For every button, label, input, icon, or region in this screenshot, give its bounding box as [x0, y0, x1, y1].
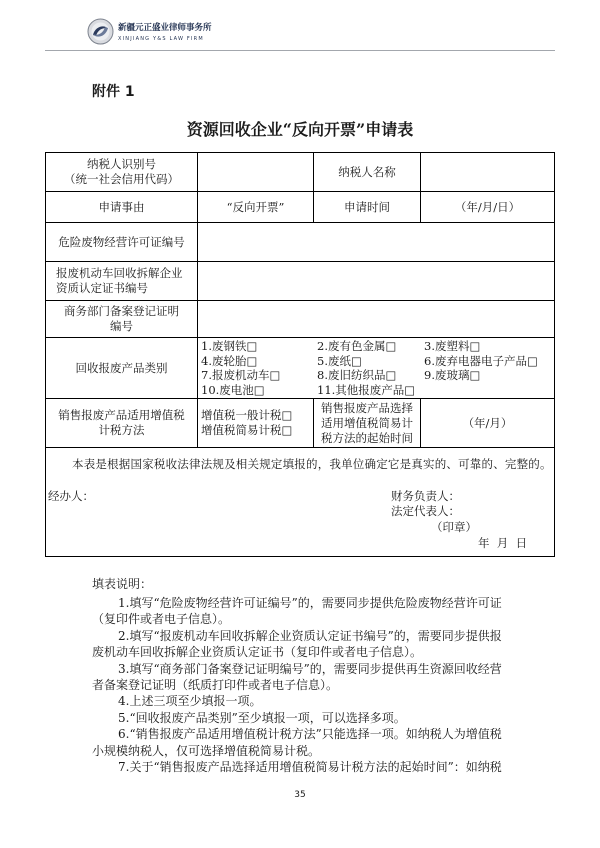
instruction-item-3	[92, 661, 502, 694]
apply-time-label: 申请时间	[314, 192, 421, 223]
categories-checklist	[198, 339, 554, 397]
instructions-heading: 填表说明：	[92, 577, 153, 591]
taxpayer-id-label-cell	[46, 153, 198, 192]
legal-representative-label: 法定代表人：	[391, 503, 460, 518]
commerce-record-label-line-1: 商务部门备案登记证明	[64, 304, 179, 318]
category-item: 1.废钢铁□	[201, 339, 258, 353]
taxpayer-id-label-note: （统一社会信用代码）	[64, 172, 179, 186]
instruction-item-4-line-1: 4.上述三项至少填报一项。	[118, 694, 262, 709]
row-vat-method	[46, 399, 555, 448]
simple-method-start-label-line-3: 税方法的起始时间	[321, 430, 413, 445]
application-form-table	[45, 152, 555, 557]
header-divider	[45, 50, 555, 51]
instruction-item-2-line-1: 2.填写“报废机动车回收拆解企业资质认定证书编号”的，需要同步提供报	[118, 628, 502, 643]
firm-logo-icon	[87, 18, 114, 45]
hazardous-license-value-cell	[198, 223, 555, 262]
instruction-item-3-line-2: 者备案登记证明（纸质打印件或者电子信息）。	[92, 678, 339, 693]
vat-method-label-line-2: 计税方法	[98, 423, 145, 437]
apply-time-value: （年/月/日）	[421, 192, 555, 223]
vat-general-option: 增值税一般计税□	[201, 408, 293, 422]
attachment-label: 附件 1	[92, 84, 135, 100]
declaration-text: 本表是根据国家税收法律法规及相关规定填报的，我单位确定它是真实的、可靠的、完整的。	[72, 456, 552, 471]
simple-method-start-label-cell	[314, 399, 421, 448]
reason-label: 申请事由	[46, 192, 198, 223]
row-declaration	[46, 448, 555, 557]
reason-value: “反向开票”	[198, 192, 314, 223]
firm-name-english: XINJIANG Y&S LAW FIRM	[118, 36, 204, 42]
instruction-item-6	[92, 726, 502, 759]
vat-method-label-cell	[46, 399, 198, 448]
category-item: 7.报废机动车□	[201, 368, 281, 382]
instructions-list	[92, 595, 502, 775]
instruction-item-6-line-1: 6.“销售报废产品适用增值税计税方法”只能选择一项。如纳税人为增值税	[118, 727, 502, 742]
taxpayer-name-value-cell	[421, 153, 555, 192]
taxpayer-id-value-cell	[198, 153, 314, 192]
vat-method-options-cell	[198, 399, 314, 448]
row-categories	[46, 338, 555, 399]
categories-label: 回收报废产品类别	[46, 338, 198, 399]
vehicle-cert-label-line-2: 资质认定证书编号	[56, 281, 148, 295]
vehicle-cert-value-cell	[198, 262, 555, 301]
simple-method-start-label-line-2: 适用增值税简易计	[321, 415, 413, 430]
row-reason	[46, 192, 555, 223]
instruction-item-3-line-1: 3.填写“商务部门备案登记证明编号”的，需要同步提供再生资源回收经营	[118, 661, 502, 676]
taxpayer-id-label: 纳税人识别号	[87, 157, 156, 171]
handler-label: 经办人：	[48, 488, 94, 503]
finance-officer-label: 财务负责人：	[391, 488, 460, 503]
row-taxpayer	[46, 153, 555, 192]
category-item: 6.废弃电器电子产品□	[424, 353, 538, 368]
firm-name-chinese: 新疆元正盛业律师事务所	[118, 23, 212, 33]
simple-method-start-label-line-1: 销售报废产品选择	[321, 400, 413, 415]
commerce-record-label-cell	[46, 301, 198, 338]
category-item: 11.其他报废产品□	[317, 382, 416, 397]
instruction-item-1	[92, 595, 502, 628]
instruction-item-2	[92, 628, 502, 661]
simple-method-start-value: （年/月）	[421, 399, 555, 448]
vat-simple-option: 增值税简易计税□	[201, 423, 293, 437]
instruction-item-7-line-1: 7.关于“销售报废产品选择适用增值税简易计税方法的起始时间”：如纳税	[118, 760, 502, 775]
page-number: 35	[294, 790, 306, 800]
instruction-item-2-line-2: 废机动车回收拆解企业资质认定证书（复印件或者电子信息）。	[92, 645, 423, 660]
commerce-record-label-line-2: 编号	[110, 319, 133, 333]
instruction-item-4	[92, 693, 502, 709]
category-item: 9.废玻璃□	[424, 368, 481, 382]
vehicle-cert-label-cell	[46, 262, 198, 301]
seal-label: （印章）	[431, 519, 477, 534]
instruction-item-5-line-1: 5.“回收报废产品类别”至少填报一项，可以选择多项。	[118, 710, 406, 725]
category-item: 5.废纸□	[317, 353, 362, 368]
row-commerce-record	[46, 301, 555, 338]
instruction-item-1-line-2: （复印件或者电子信息）。	[92, 612, 231, 627]
category-item: 4.废轮胎□	[201, 353, 258, 368]
categories-cell	[198, 338, 555, 399]
document-title: 资源回收企业“反向开票”申请表	[186, 120, 414, 139]
instruction-item-1-line-1: 1.填写“危险废物经营许可证编号”的，需要同步提供危险废物经营许可证	[118, 596, 502, 610]
date-label: 年 月 日	[478, 535, 528, 550]
vehicle-cert-label-line-1: 报废机动车回收拆解企业	[56, 266, 183, 280]
instruction-item-5	[92, 710, 502, 726]
taxpayer-name-label: 纳税人名称	[314, 153, 421, 192]
hazardous-license-label: 危险废物经营许可证编号	[46, 223, 198, 262]
declaration-cell	[46, 448, 555, 557]
category-item: 8.废旧纺织品□	[317, 368, 397, 382]
category-item: 3.废塑料□	[424, 339, 481, 353]
row-vehicle-cert	[46, 262, 555, 301]
vat-method-label-line-1: 销售报废产品适用增值税	[58, 408, 185, 422]
instruction-item-7	[92, 759, 502, 775]
commerce-record-value-cell	[198, 301, 555, 338]
category-item: 2.废有色金属□	[317, 339, 397, 353]
row-hazardous-license	[46, 223, 555, 262]
category-item: 10.废电池□	[201, 382, 265, 397]
declaration-box	[46, 449, 554, 556]
instruction-item-6-line-2: 小规模纳税人，仅可选择增值税简易计税。	[92, 743, 321, 758]
